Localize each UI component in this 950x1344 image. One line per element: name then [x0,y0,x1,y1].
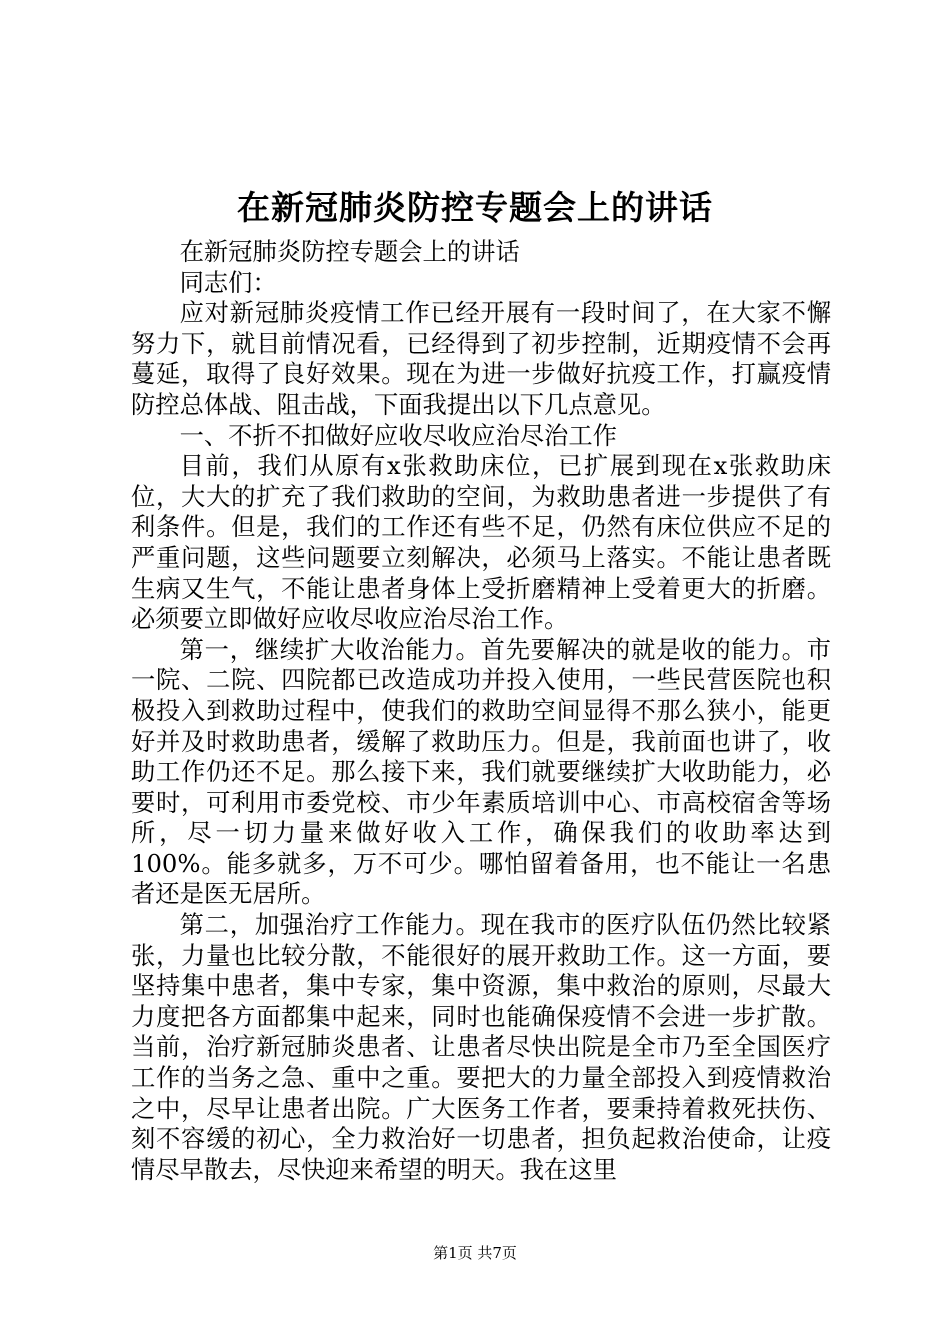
paragraph-intro: 应对新冠肺炎疫情工作已经开展有一段时间了，在大家不懈努力下，就目前情况看，已经得到了初步控制，近期疫情不会再蔓延，取得了良好效果。现在为进一步做好抗疫工作，打赢疫情防控总体战、阻击战，下面我提出以下几点意见。 [131,298,831,419]
document-title: 在新冠肺炎防控专题会上的讲话 [237,188,713,227]
section-heading-1: 一、不折不扣做好应收尽收应治尽治工作 [179,420,617,450]
paragraph-subtitle: 在新冠肺炎防控专题会上的讲话 [179,237,520,266]
paragraph-beds: 目前，我们从原有x张救助床位，已扩展到现在x张救助床位，大大的扩充了我们救助的空间，为救助患者进一步提供了有利条件。但是，我们的工作还有些不足，仍然有床位供应不足的严重问题，这些问题要立刻解决，必须马上落实。不能让患者既生病又生气，不能让患者身体上受折磨精神上受着更大的折磨。必须要立即做好应收尽收应治尽治工作。 [131,451,831,634]
paragraph-salutation: 同志们： [179,267,277,297]
page-number: 第1页 共7页 [433,1244,517,1262]
document-body [131,237,831,1185]
paragraph-point-1: 第一，继续扩大收治能力。首先要解决的就是收的能力。市一院、二院、四院都已改造成功并投入使用，一些民营医院也积极投入到救助过程中，使我们的救助空间显得不那么狭小，能更好并及时救助患者，缓解了救助压力。但是，我前面也讲了，收助工作仍还不足。那么接下来，我们就要继续扩大收助能力，必要时，可利用市委党校、市少年素质培训中心、市高校宿舍等场所，尽一切力量来做好收入工作，确保我们的收助率达到100%。能多就多，万不可少。哪怕留着备用，也不能让一名患者还是医无居所。 [131,634,831,909]
paragraph-point-2: 第二，加强治疗工作能力。现在我市的医疗队伍仍然比较紧张，力量也比较分散，不能很好的展开救助工作。这一方面，要坚持集中患者，集中专家，集中资源，集中救治的原则，尽最大力度把各方面都集中起来，同时也能确保疫情不会进一步扩散。当前，治疗新冠肺炎患者、让患者尽快出院是全市乃至全国医疗工作的当务之急、重中之重。要把大的力量全部投入到疫情救治之中，尽早让患者出院。广大医务工作者，要秉持着救死扶伤、刻不容缓的初心，全力救治好一切患者，担负起救治使命，让疫情尽早散去，尽快迎来希望的明天。我在这里 [131,910,831,1184]
